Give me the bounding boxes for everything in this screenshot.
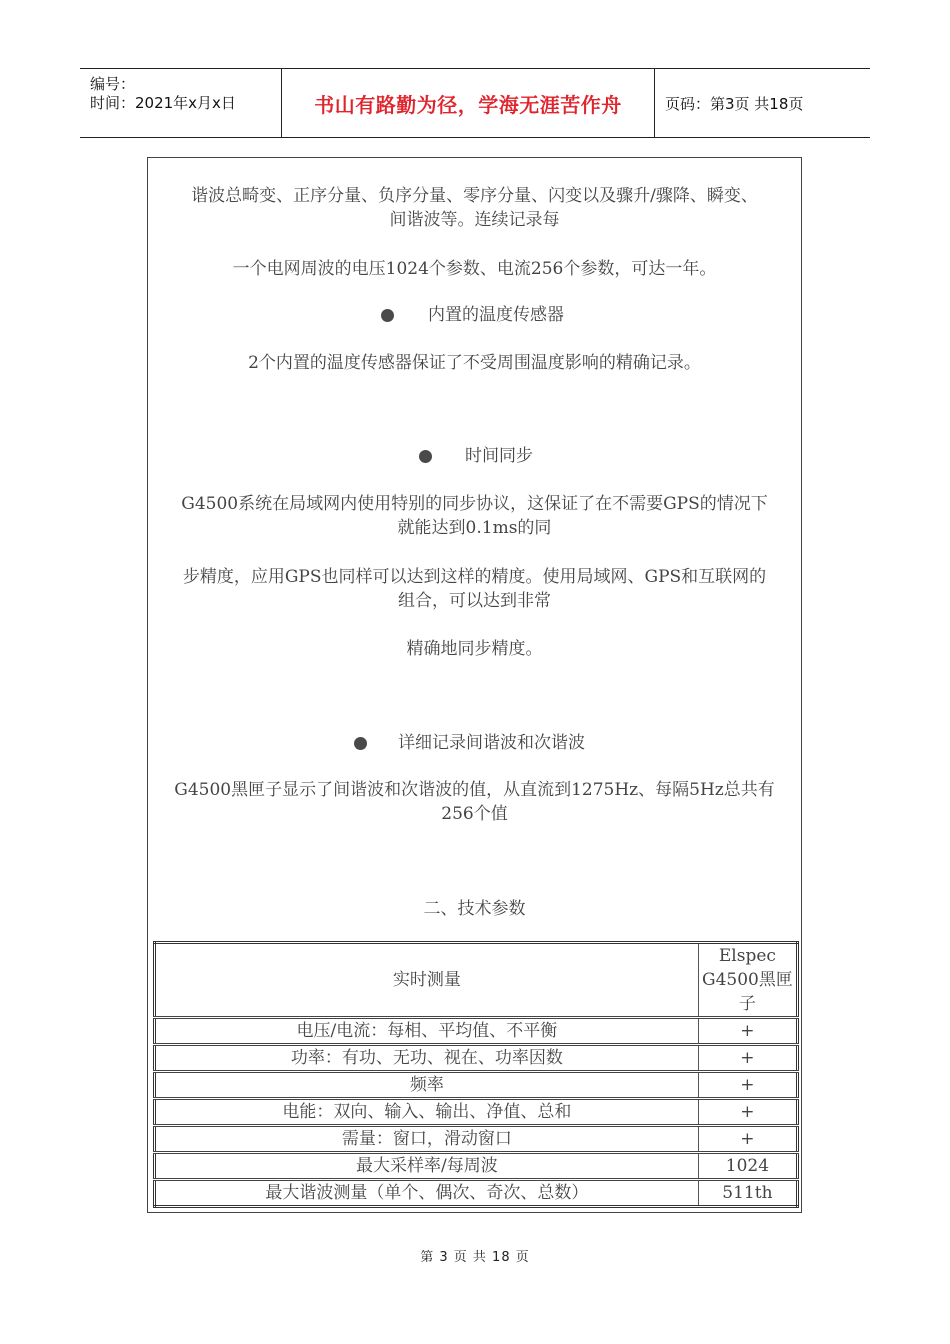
table-cell-label: 电能：双向、输入、输出、净值、总和 bbox=[155, 1099, 699, 1126]
content-box bbox=[147, 157, 802, 1213]
paragraph-5-line-1: 步精度，应用GPS也同样可以达到这样的精度。使用局域网、GPS和互联网的 bbox=[182, 567, 767, 587]
paragraph-7-line-2: 256个值 bbox=[441, 804, 508, 824]
table-row bbox=[155, 1126, 798, 1153]
bullet-time-sync-label: 时间同步 bbox=[465, 446, 533, 466]
table-cell-value: + bbox=[698, 1018, 797, 1045]
paragraph-5-line-2: 组合，可以达到非常 bbox=[398, 591, 551, 611]
table-row bbox=[155, 1045, 798, 1072]
paragraph-6: 精确地同步精度。 bbox=[406, 639, 543, 659]
bullet-interharmonics-label: 详细记录间谐波和次谐波 bbox=[398, 733, 585, 753]
paragraph-7 bbox=[152, 778, 797, 826]
bullet-dot-icon bbox=[381, 309, 394, 322]
table-header-right-line-1: Elspec bbox=[718, 946, 776, 966]
table-cell-value: 1024 bbox=[698, 1153, 797, 1180]
table-cell-label: 功率：有功、无功、视在、功率因数 bbox=[155, 1045, 699, 1072]
paragraph-2: 一个电网周波的电压1024个参数、电流256个参数，可达一年。 bbox=[232, 259, 717, 279]
date-line: 时间：2021年x月x日 bbox=[90, 94, 236, 112]
page-header bbox=[80, 68, 870, 138]
bullet-time-sync bbox=[419, 444, 533, 468]
page-footer: 第 3 页 共 18 页 bbox=[420, 1250, 530, 1265]
bullet-interharmonics bbox=[354, 731, 585, 755]
table-header-left: 实时测量 bbox=[155, 943, 699, 1018]
paragraph-5 bbox=[152, 565, 797, 613]
paragraph-1-line-1: 谐波总畸变、正序分量、负序分量、零序分量、闪变以及骤升/骤降、瞬变、 bbox=[191, 186, 758, 206]
paragraph-4 bbox=[152, 492, 797, 540]
table-cell-label: 电压/电流：每相、平均值、不平衡 bbox=[155, 1018, 699, 1045]
table-cell-label: 最大谐波测量（单个、偶次、奇次、总数） bbox=[155, 1180, 699, 1207]
paragraph-4-line-2: 就能达到0.1ms的同 bbox=[397, 518, 552, 538]
paragraph-3: 2个内置的温度传感器保证了不受周围温度影响的精确记录。 bbox=[248, 353, 701, 373]
table-row bbox=[155, 1018, 798, 1045]
paragraph-1 bbox=[152, 184, 797, 232]
table-row bbox=[155, 1153, 798, 1180]
paragraph-4-line-1: G4500系统在局域网内使用特别的同步协议，这保证了在不需要GPS的情况下 bbox=[181, 494, 768, 514]
table-row bbox=[155, 1072, 798, 1099]
table-cell-value: + bbox=[698, 1045, 797, 1072]
header-meta bbox=[80, 69, 282, 137]
table-header-right-line-2: G4500黑匣 bbox=[702, 970, 793, 990]
paragraph-7-line-1: G4500黑匣子显示了间谐波和次谐波的值，从直流到1275Hz、每隔5Hz总共有 bbox=[174, 780, 775, 800]
bullet-dot-icon bbox=[354, 737, 367, 750]
bullet-dot-icon bbox=[419, 450, 432, 463]
table-cell-value: 511th bbox=[698, 1180, 797, 1207]
table-header-row bbox=[155, 943, 798, 1018]
table-cell-value: + bbox=[698, 1072, 797, 1099]
section-title: 二、技术参数 bbox=[423, 899, 526, 919]
bullet-temperature bbox=[381, 303, 564, 327]
table-cell-label: 需量：窗口，滑动窗口 bbox=[155, 1126, 699, 1153]
spec-table bbox=[153, 941, 799, 1208]
table-cell-value: + bbox=[698, 1126, 797, 1153]
table-cell-label: 频率 bbox=[155, 1072, 699, 1099]
motto: 书山有路勤为径，学海无涯苦作舟 bbox=[282, 69, 655, 137]
table-header-right bbox=[698, 943, 797, 1018]
number-label: 编号： bbox=[90, 75, 136, 93]
table-cell-label: 最大采样率/每周波 bbox=[155, 1153, 699, 1180]
table-cell-value: + bbox=[698, 1099, 797, 1126]
bullet-temperature-label: 内置的温度传感器 bbox=[428, 305, 564, 325]
table-header-right-line-3: 子 bbox=[738, 994, 756, 1014]
paragraph-1-line-2: 间谐波等。连续记录每 bbox=[389, 210, 560, 230]
table-row bbox=[155, 1180, 798, 1207]
page-info: 页码：第3页 共18页 bbox=[665, 94, 804, 113]
table-row bbox=[155, 1099, 798, 1126]
